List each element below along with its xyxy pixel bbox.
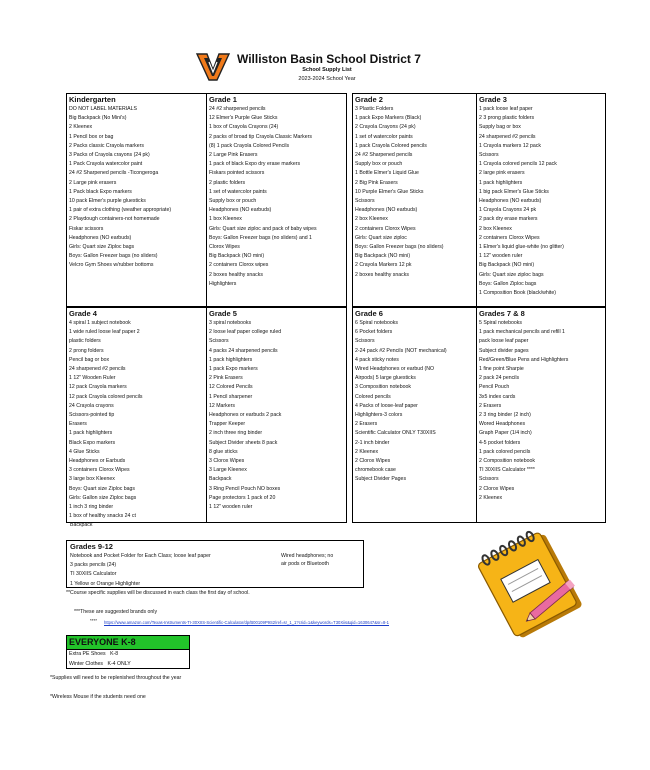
- list-item: 4 spiral 1 subject notebook: [69, 320, 131, 326]
- list-item: Boys: Gallon Freezer bags (no sliders) and 1: [209, 234, 312, 241]
- list-item: Notebook and Pocket Folder for Each Class; loose leaf paper: [70, 553, 211, 559]
- list-item: Wired Headphones or earbud (NO: [355, 366, 435, 373]
- headphones-note-line1: Wired headphones; no: [281, 553, 334, 559]
- list-item: 4 Glue Sticks: [69, 448, 100, 455]
- list-item: Scissors: [479, 152, 499, 159]
- list-item: Black Expo markers: [69, 439, 116, 446]
- list-item: 2 containers Clorox wipes: [209, 262, 269, 269]
- list-item: 4 packs 24 sharpened pencils: [209, 347, 278, 354]
- list-item: plastic folders: [69, 338, 101, 345]
- calculator-link[interactable]: https://www.amazon.com/Texas-Instruments-TI-30XIIS-Scientific-Calculator/dp/B00109P9S2/ref=sr_1_1?crid=1&keywords=T30Xiis&qid=1630647&sr=8-1: [104, 620, 390, 625]
- list-item: 2 Pink Erasers: [209, 375, 243, 382]
- winter-clothes-value: K-4 ONLY: [107, 660, 131, 667]
- list-item: 1 inch 3 ring binder: [69, 504, 114, 511]
- list-item: Page protectors 1 pack of 20: [209, 494, 276, 501]
- list-item: 12 Markers: [209, 402, 235, 409]
- list-item: 8 glue sticks: [209, 448, 238, 455]
- list-item: 1 Crayola markers 12 pack: [479, 142, 541, 149]
- district-title: Williston Basin School District 7: [237, 52, 421, 66]
- list-item: 2 large pink erasers: [479, 170, 525, 177]
- list-item: Fiskars pointed scissors: [209, 170, 265, 177]
- list-item: 2-24 pack #2 Pencils (NOT mechanical): [355, 347, 447, 354]
- list-item: 2 Playdough containers-not homemade: [69, 216, 160, 223]
- list-item: Fiskar scissors: [69, 225, 104, 232]
- list-item: 2 loose leaf paper college ruled: [209, 329, 282, 336]
- list-item: 1 big pack Elmer's Glue Sticks: [479, 188, 549, 195]
- list-item: 1 Pack Crayola watercolor paint: [69, 161, 143, 168]
- grade5-heading: Grade 5: [209, 309, 237, 318]
- list-item: Wored Headphones: [479, 421, 526, 428]
- list-item: Backpack: [209, 476, 232, 483]
- list-item: Big Backpack (NO mini): [209, 253, 265, 260]
- list-item: Subject Divider Pages: [355, 476, 407, 483]
- list-item: 24 Crayola crayons: [69, 402, 114, 409]
- list-item: Boys: Gallon Ziploc bags: [479, 280, 537, 287]
- list-item: 1 box Kleenex: [209, 216, 242, 223]
- list-item: 6 Pocket folders: [355, 329, 393, 336]
- replenish-note: *Supplies will need to be replenished throughout the year: [50, 675, 182, 681]
- list-item: 2 containers Clorox Wipes: [355, 225, 416, 232]
- list-item: 3 packs pencils (24): [70, 562, 117, 569]
- list-item: 1 pack of black Expo dry erase markers: [209, 161, 301, 168]
- list-item: 5 Spiral notebooks: [479, 320, 522, 326]
- list-item: 2 Crayola Markers 12 pk: [355, 262, 412, 269]
- list-item: Girls: Quart size ziploc: [355, 234, 407, 241]
- list-item: 1 pack Expo Markers (Black): [355, 115, 422, 122]
- list-item: TI 30XIIS Calculator ****: [479, 467, 535, 474]
- list-item: Highlighters: [209, 280, 237, 287]
- pe-shoes-value: K-8: [110, 651, 119, 657]
- headphones-note-line2: air pods or Bluetooth: [281, 561, 329, 567]
- list-item: 1 12" Wooden Ruler: [69, 375, 116, 382]
- list-item: 1 Crayola Crayons 24 pk: [479, 207, 537, 214]
- grade4-heading: Grade 4: [69, 309, 97, 318]
- list-item: 2 Kleenex: [479, 494, 503, 501]
- list-item: Subject divider pages: [479, 347, 529, 354]
- grade6-box: [352, 307, 477, 523]
- notebook-pencil-icon: [474, 528, 586, 638]
- list-item: 1 12" wooden ruler: [479, 253, 523, 260]
- grade4-box: [66, 307, 207, 523]
- list-item: 1 pack colored pencils: [479, 448, 531, 455]
- list-item: 1 Composition Book (black/white): [479, 290, 556, 297]
- pe-shoes-row: [67, 650, 189, 660]
- list-item: 1 pack highlighters: [209, 356, 253, 363]
- list-item: Colored pencils: [355, 393, 391, 400]
- list-item: Headphones (NO earbuds): [209, 207, 272, 214]
- list-item: 24 #2 sharpened pencils: [209, 106, 266, 112]
- list-item: 4 Packs of loose-leaf paper: [355, 402, 418, 409]
- list-item: Scissors: [479, 476, 499, 483]
- list-item: 1 pack highlighters: [69, 430, 113, 437]
- list-item: 24 sharpened #2 pencils: [69, 366, 126, 373]
- winter-clothes-row: [67, 660, 189, 670]
- list-item: 10 Purple Elmer's Glue Sticks: [355, 188, 424, 195]
- list-item: 1 set of watercolor paints: [355, 133, 413, 140]
- list-item: 2 Clorox Wipes: [355, 458, 391, 465]
- list-item: Headphones (NO earbuds): [479, 198, 542, 205]
- headphones-note: [281, 552, 333, 568]
- list-item: 10 pack Elmer's purple gluesticks: [69, 198, 146, 205]
- school-year: 2023-2024 School Year: [298, 76, 356, 82]
- list-item: Scissors: [355, 338, 375, 345]
- list-item: pack loose leaf paper: [479, 338, 529, 345]
- list-item: (8) 1 pack Crayola Colored Pencils: [209, 142, 290, 149]
- list-item: 1 Pack black Expo markers: [69, 188, 132, 195]
- list-item: 24 sharpened #2 pencils: [479, 133, 536, 140]
- list-item: 2 Kleenex: [69, 124, 93, 131]
- list-item: 2 Large pink erasers: [69, 179, 117, 186]
- list-item: 1 Yellow or Orange Highlighter: [70, 580, 141, 587]
- list-item: Scissors: [355, 198, 375, 205]
- grade3-box: [476, 93, 606, 307]
- list-item: 3 Ring Pencil Pouch NO boxes: [209, 485, 281, 492]
- list-item: Trapper Keeper: [209, 421, 246, 428]
- list-item: Boys: Quart size Ziploc bags: [69, 485, 136, 492]
- grade1-box: [206, 93, 347, 307]
- list-subtitle: School Supply List: [302, 67, 352, 73]
- list-item: 2 3 ring binder (2 inch): [479, 412, 531, 419]
- list-item: Headphones (NO earbuds): [355, 207, 418, 214]
- kindergarten-box: [66, 93, 207, 307]
- district-logo-icon: [195, 50, 231, 84]
- list-item: 6 Spiral notebooks: [355, 320, 398, 326]
- list-item: 2 box Kleenex: [355, 216, 388, 223]
- list-item: Scissors: [209, 338, 229, 345]
- list-item: 2 plastic folders: [209, 179, 246, 186]
- course-note: **Course specific supplies will be discussed in each class the first day of school.: [66, 590, 250, 596]
- list-item: 3 Packs of Crayola crayons (24 pk): [69, 152, 150, 159]
- list-item: Pencil Pouch: [479, 384, 510, 391]
- grade6-heading: Grade 6: [355, 309, 383, 318]
- grade2-box: [352, 93, 477, 307]
- list-item: Headphones or earbuds 2 pack: [209, 412, 282, 419]
- list-item: 1 box of healthy snacks 24 ct: [69, 513, 136, 520]
- list-item: 3 containers Clorox Wipes: [69, 467, 130, 474]
- list-item: 2 pack dry erase markers: [479, 216, 538, 223]
- list-item: 1 pair of extra clothing (weather appropriate): [69, 207, 172, 214]
- list-item: Clorox Wipes: [209, 244, 240, 251]
- list-item: Girls: Gallon size Ziploc bags: [69, 494, 137, 501]
- list-item: 1 pack highlighters: [479, 179, 523, 186]
- list-item: 2 Kleenex: [355, 448, 379, 455]
- list-item: 2 containers Clorox Wipes: [479, 234, 540, 241]
- list-item: Subject Divider sheets 8 pack: [209, 439, 278, 446]
- everyone-heading: EVERYONE K-8: [67, 636, 189, 650]
- grade78-heading: Grades 7 & 8: [479, 309, 525, 318]
- list-item: Scissors-pointed tip: [69, 412, 115, 419]
- list-item: Highlighters-3 colors: [355, 412, 403, 419]
- list-item: 12 pack Crayola markers: [69, 384, 127, 391]
- list-item: 3 Composition notebook: [355, 384, 411, 391]
- list-item: Airpods) 5 large gluesticks: [355, 375, 416, 382]
- list-item: 2 3 prong plastic folders: [479, 115, 535, 122]
- list-item: 2 inch three ring binder: [209, 430, 263, 437]
- kindergarten-heading: Kindergarten: [69, 95, 116, 104]
- list-item: 4 pack sticky notes: [355, 356, 399, 363]
- list-item: Red/Green/Blue Pens and Highlighters: [479, 356, 569, 363]
- brands-note: ***These are suggested brands only: [74, 609, 158, 615]
- list-item: 1 pack mechanical pencils and refill 1: [479, 329, 565, 336]
- list-item: 1 Crayola colored pencils 12 pack: [479, 161, 557, 168]
- list-item: 12 Colored Pencils: [209, 384, 253, 391]
- list-item: 2 Composition notebook: [479, 458, 535, 465]
- list-item: 4-5 pocket folders: [479, 439, 521, 446]
- grades7-8-box: [476, 307, 606, 523]
- list-item: 2 boxes healthy snacks: [355, 271, 409, 278]
- list-item: 1 box of Crayola Crayons (24): [209, 124, 279, 131]
- list-item: Girls: Quart size ziploc bags: [479, 271, 544, 278]
- list-item: DO NOT LABEL MATERIALS: [69, 106, 137, 112]
- list-item: 3 Clorox Wipes: [209, 458, 245, 465]
- list-item: 2 Big Pink Erasers: [355, 179, 398, 186]
- list-item: Girls: Quart size ziploc and pack of baby wipes: [209, 225, 317, 232]
- list-item: 1 wide ruled loose leaf paper 2: [69, 329, 140, 336]
- list-item: 12 Elmer's Purple Glue Sticks: [209, 115, 278, 122]
- list-item: 3x5 index cards: [479, 393, 516, 400]
- list-item: 2 Erasers: [355, 421, 378, 428]
- list-item: 1 12" wooden ruler: [209, 504, 253, 511]
- list-item: 24 #2 Sharpened pencils: [355, 152, 413, 159]
- list-item: 2 Large Pink Erasers: [209, 152, 258, 159]
- list-item: Supply bag or box: [479, 124, 521, 131]
- pe-shoes-label: Extra PE Shoes: [69, 651, 106, 657]
- list-item: Graph Paper (1/4 inch): [479, 430, 532, 437]
- list-item: 1 set of watercolor paints: [209, 188, 267, 195]
- list-item: 2 Crayola Crayons (24 pk): [355, 124, 416, 131]
- everyone-box: [66, 635, 190, 669]
- list-item: 2 packs of broad tip Crayola Classic Markers: [209, 133, 312, 140]
- list-item: Boys: Gallon Freezer bags (no sliders): [355, 244, 444, 251]
- mouse-note: *Wireless Mouse if the students need one: [50, 694, 146, 700]
- list-item: Pencil bag or box: [69, 356, 110, 363]
- list-item: 1 Pencil box or bag: [69, 133, 114, 140]
- list-item: 2 box Kleenex: [479, 225, 512, 232]
- list-item: 2 Packs classic Crayola markers: [69, 142, 144, 149]
- list-item: Velcro Gym Shoes w/rubber bottoms: [69, 262, 154, 269]
- list-item: Scientific Calculator ONLY T30XIIS: [355, 430, 436, 437]
- list-item: 3 large box Kleenex: [69, 476, 115, 483]
- list-item: 1 pack loose leaf paper: [479, 106, 533, 112]
- document-header: [195, 50, 495, 90]
- list-item: Boys: Gallon Freezer bags (no sliders): [69, 253, 158, 260]
- grade2-heading: Grade 2: [355, 95, 383, 104]
- list-item: 1 fine point Sharpie: [479, 366, 524, 373]
- list-item: 2 boxes healthy snacks: [209, 271, 263, 278]
- winter-clothes-label: Winter Clothes: [69, 660, 104, 667]
- list-item: Girls: Quart size Ziploc bags: [69, 244, 135, 251]
- list-item: 12 pack Crayola colored pencils: [69, 393, 143, 400]
- list-item: 2-1 inch binder: [355, 439, 390, 446]
- grade3-heading: Grade 3: [479, 95, 507, 104]
- grades9-12-heading: Grades 9-12: [70, 542, 113, 551]
- grade1-heading: Grade 1: [209, 95, 237, 104]
- list-item: 2 Erasers: [479, 402, 502, 409]
- list-item: 3 spiral notebooks: [209, 320, 252, 326]
- list-item: Big Backpack (NO mini): [355, 253, 411, 260]
- list-item: Supply box or pouch: [355, 161, 403, 168]
- list-item: TI 30XIIS Calculator: [70, 571, 117, 578]
- list-item: Headphones (NO earbuds): [69, 234, 132, 241]
- list-item: 1 pack Expo markers: [209, 366, 258, 373]
- list-item: 1 Elmer's liquid glue-white (no glitter): [479, 244, 564, 251]
- list-item: Supply box or pouch: [209, 198, 257, 205]
- list-item: Big Backpack (No Mini's): [69, 115, 127, 122]
- list-item: 2 Clorox Wipes: [479, 485, 515, 492]
- grade4-backpack-item: Backpack: [70, 522, 93, 528]
- list-item: 1 pack Crayola Colored pencils: [355, 142, 427, 149]
- list-item: Headphones or Earbuds: [69, 458, 126, 465]
- grades9-12-box: [66, 540, 364, 588]
- list-item: 2 prong folders: [69, 347, 104, 354]
- list-item: Big Backpack (NO mini): [479, 262, 535, 269]
- link-stars: ****: [90, 618, 98, 623]
- list-item: 24 #2 Sharpened pencils -Ticongeroga: [69, 170, 159, 177]
- list-item: 1 Pencil sharpener: [209, 393, 253, 400]
- list-item: 3 Plastic Folders: [355, 106, 394, 112]
- list-item: Erasers: [69, 421, 87, 428]
- list-item: chromebook case: [355, 467, 396, 474]
- list-item: 3 Large Kleenex: [209, 467, 247, 474]
- list-item: 1 Bottle Elmer's Liquid Glue: [355, 170, 419, 177]
- list-item: 2 pack 24 pencils: [479, 375, 520, 382]
- grade5-box: [206, 307, 347, 523]
